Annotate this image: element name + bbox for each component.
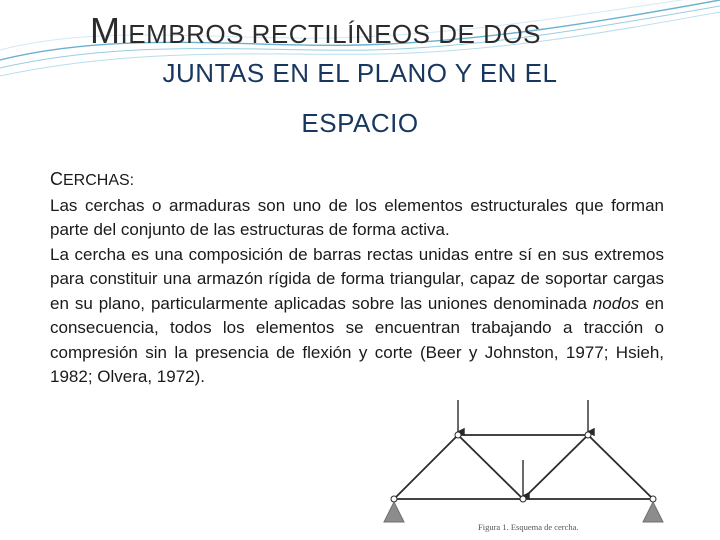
right-inner-diagonal	[523, 435, 588, 499]
support-right	[643, 502, 663, 522]
paragraph-1: Las cerchas o armaduras son uno de los elementos estructurales que forman parte del conjunto de las estructuras de forma activa.	[50, 195, 664, 239]
body-text	[50, 167, 664, 390]
left-end-diagonal	[394, 435, 458, 499]
slide-title-line-3: ESPACIO	[301, 108, 419, 138]
node-bottom-center	[520, 496, 526, 502]
right-end-diagonal	[588, 435, 653, 499]
italic-term-nodos: nodos	[592, 293, 640, 313]
node-top-left	[455, 432, 461, 438]
left-inner-diagonal	[458, 435, 523, 499]
slide-title-line-2: JUNTAS EN EL PLANO Y EN EL	[162, 58, 558, 88]
truss-figure	[380, 398, 680, 540]
pin-supports	[384, 502, 663, 522]
node-top-right	[585, 432, 591, 438]
paragraph-2: La cercha es una composición de barras rectas unidas entre sí en sus extremos para constituir una armazón rígida de forma triangular, capaz de soportar cargas en su plano, particularmente aplicadas sobre las uniones denominada nodos en consecuencia, todos los elementos se encuentran trabajando a tracción o compresión sin la presencia de flexión y corte (Beer y Johnston, 1977; Hsieh, 1982; Olvera, 1972).	[50, 244, 664, 386]
support-left	[384, 502, 404, 522]
figure-caption: Figura 1. Esquema de cercha.	[478, 522, 579, 532]
section-heading: CERCHAS:	[50, 169, 135, 189]
slide-title-line-1: MIEMBROS RECTILÍNEOS DE DOS	[90, 10, 541, 51]
